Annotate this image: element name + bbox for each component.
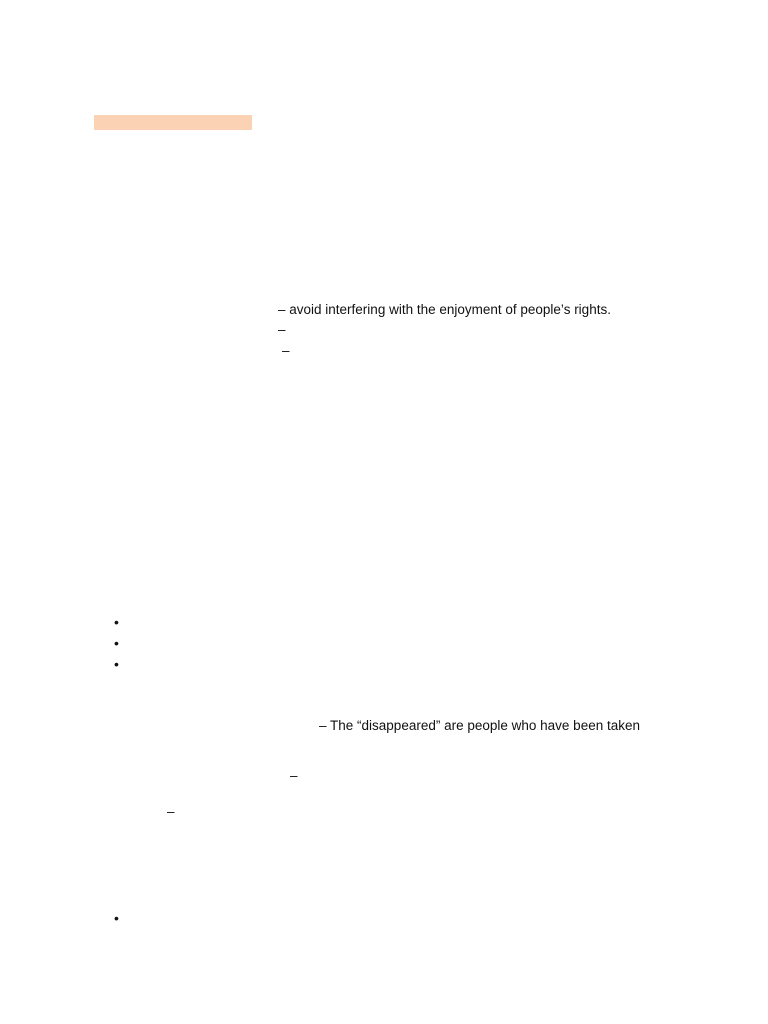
obligation-line-2 <box>278 322 286 338</box>
obligation-line-1 <box>278 302 611 318</box>
dash-line-2: – <box>167 804 175 819</box>
dash: – <box>278 302 286 317</box>
bullet-1: • <box>114 614 119 630</box>
obligation-text: avoid interfering with the enjoyment of people’s rights. <box>285 302 611 317</box>
dash: – <box>319 718 327 733</box>
dash: – <box>278 322 286 337</box>
highlighted-heading-bar <box>94 115 252 130</box>
obligation-line-3 <box>282 343 290 359</box>
disappeared-text: The “disappeared” are people who have been taken <box>326 718 640 733</box>
dash: – <box>282 343 290 358</box>
dash-line-1: – <box>290 768 298 783</box>
bullet-4: • <box>114 910 119 926</box>
bullet-3: • <box>114 656 119 672</box>
disappeared-line <box>319 718 640 734</box>
bullet-2: • <box>114 635 119 651</box>
